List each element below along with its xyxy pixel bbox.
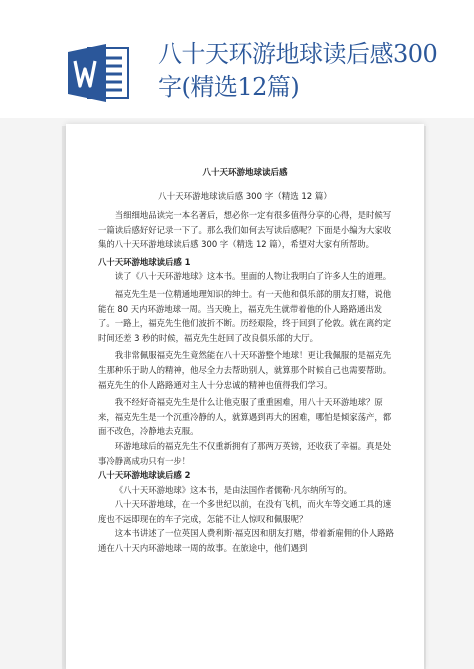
title-line-1: 八十天环游地球读后感300 [158, 40, 438, 68]
document-body [98, 208, 394, 556]
title-line-2: 字(精选12篇) [158, 73, 300, 101]
paragraph: 我非常佩服福克先生竟然能在八十天环游整个地球！更让我佩服的是福克先生那种乐于助人的精神，他尽全力去帮助别人，就算那个时候自己也需要帮助。福克先生的仆人路路通对主人十分忠诚的精神也值得我们学习。 [98, 350, 392, 390]
paragraph: 环游地球后的福克先生不仅重新拥有了那两万英镑，还收获了幸福。真是处事冷静离成功只有一步！ [98, 440, 392, 466]
document-title: 八十天环游地球读后感 [202, 168, 288, 178]
word-icon [66, 42, 132, 104]
section-heading-1: 八十天环游地球读后感 1 [98, 256, 191, 267]
paragraph: 读了《八十天环游地球》这本书。里面的人物让我明白了许多人生的道理。 [114, 271, 392, 282]
section-heading-2: 八十天环游地球读后感 2 [98, 470, 191, 481]
paragraph: 这本书讲述了一位英国人费利斯·福克因和朋友打赌，带着新雇佣的仆人路路通在八十天内环游地球一周的故事。在旅途中，他们遇到 [98, 528, 394, 554]
paragraph: 我不经好奇福克先生是什么让他克服了重重困难，用八十天环游地球？原来，福克先生是一个沉重冷静的人，就算遇到再大的困难，哪怕是倾家荡产，都面不改色，冷静地去克服。 [98, 397, 392, 437]
paragraph: 《八十天环游地球》这本书，是由法国作者儒勒·凡尔纳所写的。 [114, 484, 352, 495]
paragraph: 八十天环游地球，在一个多世纪以前，在没有飞机，而火车等交通工具的速度也不远即现在的车子完成，怎能不让人惊叹和佩服呢？ [98, 499, 392, 524]
paragraph-intro: 当细细地品读完一本名著后，想必你一定有很多值得分享的心得，是时候写一篇读后感好好记录一下了。那么我们如何去写读后感呢？下面是小编为大家收集的八十天环游地球读后感 300 字（精选 12 篇），希望对大家有所帮助。 [98, 210, 392, 250]
document-page [66, 124, 424, 669]
document-subtitle: 八十天环游地球读后感 300 字（精选 12 篇） [158, 192, 332, 202]
paragraph: 福克先生是一位精通地理知识的绅士。有一天他和俱乐部的朋友打赌，说他能在 80 天内环游地球一周。当天晚上，福克先生就带着他的仆人路路通出发了。一路上，福克先生他们波折不断。历经艰险，终于回到了伦敦。就在离约定时间还差 3 秒的时候，福克先生赶回了改良俱乐部的大厅。 [98, 288, 392, 343]
page-title [158, 38, 458, 104]
header [0, 0, 474, 120]
